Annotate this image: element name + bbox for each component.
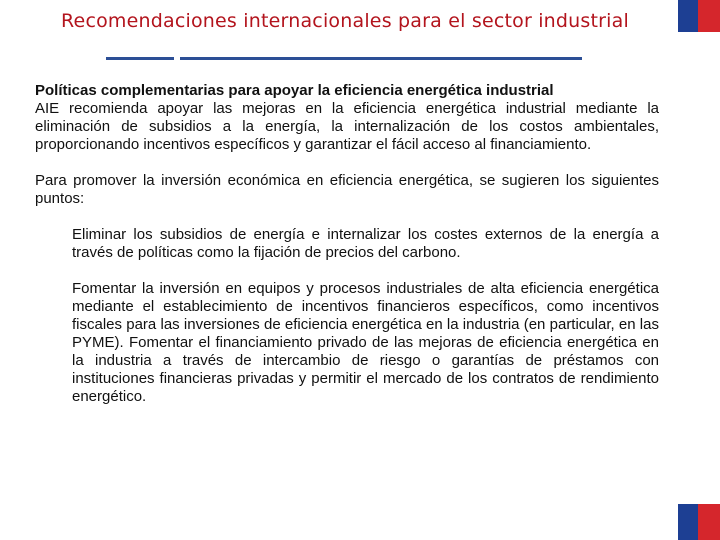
- slide-body: [35, 82, 659, 406]
- flag-stripe-bottom: [678, 504, 720, 540]
- intro-paragraph: AIE recomienda apoyar las mejoras en la eficiencia energética industrial mediante la eliminación de subsidios a la energía, la internalización de los costos ambientales, proporcionando incentivos específicos y garantizar el fácil acceso al financiamiento.: [35, 100, 659, 153]
- spacer: [35, 262, 659, 280]
- point-item: Eliminar los subsidios de energía e internalizar los costes externos de la energía a través de políticas como la fijación de precios del carbono.: [72, 226, 659, 261]
- slide-title: Recomendaciones internacionales para el sector industrial: [61, 10, 629, 32]
- section-heading: Políticas complementarias para apoyar la eficiencia energética industrial: [35, 82, 554, 99]
- flag-stripe-top: [678, 0, 720, 32]
- lead-paragraph: Para promover la inversión económica en eficiencia energética, se sugieren los siguientes puntos:: [35, 172, 659, 207]
- title-underline-long: [180, 57, 582, 60]
- point-item: Fomentar la inversión en equipos y procesos industriales de alta eficiencia energética mediante el establecimiento de incentivos financieros específicos, como incentivos fiscales para las inversiones de eficiencia energética en la industria (en particular, en las PYME). Fomentar el financiamiento privado de las mejoras de eficiencia energética en la industria a través de intercambio de riesgo o garantías de préstamos con instituciones financieras privadas y permitir el mercado de los contratos de rendimiento energético.: [72, 280, 659, 405]
- flag-red-band: [698, 0, 720, 32]
- flag-blue-band: [678, 504, 698, 540]
- flag-blue-band: [678, 0, 698, 32]
- spacer: [35, 208, 659, 226]
- title-underline-short: [106, 57, 174, 60]
- spacer: [35, 154, 659, 172]
- flag-red-band: [698, 504, 720, 540]
